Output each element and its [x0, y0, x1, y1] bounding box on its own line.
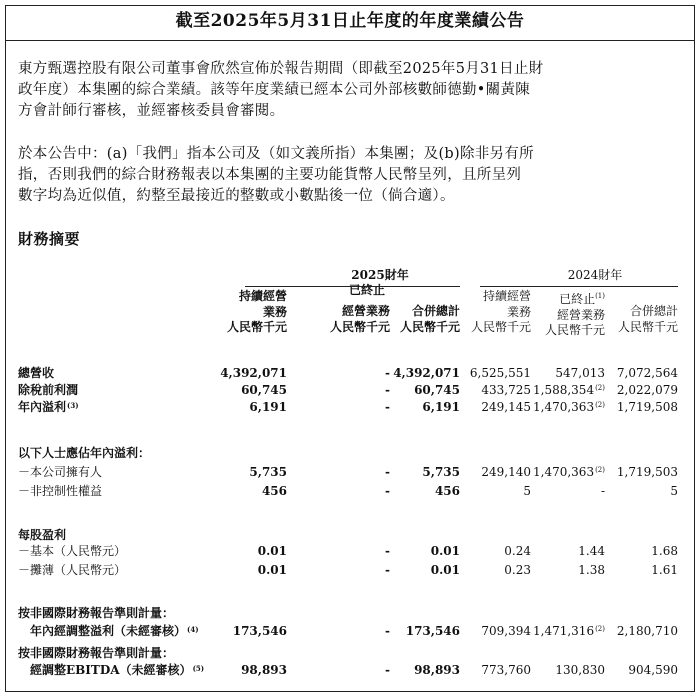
cell: 0.01: [257, 563, 287, 577]
cell: 709,394: [481, 624, 531, 638]
section-title: 財務摘要: [18, 230, 81, 248]
cell: -: [385, 663, 390, 677]
row-label: 經調整EBITDA（未經審核）$^{(5)}$: [30, 663, 205, 677]
eps-title: 每股盈利: [18, 528, 67, 542]
nonifrs-title: 按非國際財務報告準則計量：: [18, 606, 175, 620]
cell: -: [600, 484, 605, 498]
definitions-line: 於本公告中：(a)「我們」指本公司及（如文義所指）本集團；及(b)除非另有所: [18, 146, 534, 162]
cell: 4,392,071: [393, 366, 460, 380]
footnote-marker: (5): [192, 664, 205, 673]
col6-unit: 人民幣千元: [617, 319, 678, 334]
cell: 1,588,354$^{(2)}$: [533, 383, 605, 397]
footnote-marker: (3): [67, 401, 79, 410]
table-row-nci: [0, 484, 700, 499]
definitions-line: 數字均為近似值，約整至最接近的整數或小數點後一位（倘合適）。: [18, 188, 455, 204]
col2-line1: 已終止: [348, 283, 385, 297]
cell: 2,022,079: [616, 383, 678, 397]
nonifrs-title-2: 按非國際財務報告準則計量：: [18, 646, 175, 660]
footnote-marker: (2): [595, 384, 605, 392]
col3-unit: 人民幣千元: [399, 319, 460, 334]
cell: 5,735: [249, 465, 287, 479]
row-label: 除稅前利潤: [18, 383, 79, 397]
cell: 1,470,363$^{(2)}$: [533, 465, 605, 479]
group-underline-2024: [480, 286, 678, 287]
col1-header-line: 持續經營: [238, 289, 287, 303]
title-divider: [5, 40, 695, 41]
row-label: 年內經調整溢利（未經審核）$^{(4)}$: [30, 624, 199, 638]
cell: 0.01: [257, 544, 287, 558]
intro-paragraph: [18, 59, 684, 122]
cell: 0.01: [430, 563, 460, 577]
cell: -: [385, 383, 390, 397]
col5-footnote: (1): [595, 292, 605, 300]
row-label: －非控制性權益: [18, 484, 103, 498]
cell: 60,745: [241, 383, 287, 397]
table-row-pbt: [0, 383, 700, 398]
table-row-profit: [0, 400, 700, 415]
intro-line: 東方甄選控股有限公司董事會欣然宣佈於報告期間（即截至2025年5月31日止財: [18, 61, 544, 77]
cell: -: [385, 624, 390, 638]
table-row-eps-basic: [0, 544, 700, 559]
cell: -: [385, 563, 390, 577]
cell: 1.68: [651, 544, 678, 558]
cell: 433,725: [481, 383, 531, 397]
cell: 1.44: [578, 544, 605, 558]
col4-header-line: 業務: [506, 304, 531, 319]
cell: 2,180,710: [616, 624, 678, 638]
table-row-eps-diluted: [0, 563, 700, 578]
col5-header-line: 已終止$^{(1)}$: [559, 292, 605, 306]
col1-header-line: 業務: [262, 304, 287, 319]
col2-header-line: 經營業務: [341, 304, 390, 318]
cell: 7,072,564: [616, 366, 678, 380]
cell: 5: [670, 484, 678, 498]
cell: 0.01: [430, 544, 460, 558]
col5-header-line: 經營業務: [556, 307, 605, 322]
cell: 6,525,551: [469, 366, 531, 380]
cell: -: [385, 544, 390, 558]
cell: 904,590: [628, 663, 678, 677]
cell: -: [385, 400, 390, 414]
cell: 130,830: [555, 663, 605, 677]
cell: 98,893: [414, 663, 460, 677]
cell: -: [385, 465, 390, 479]
row-label: 年內溢利$^{(3)}$: [18, 400, 79, 414]
col1-header: [197, 289, 287, 336]
cell: 5,735: [422, 465, 460, 479]
cell: 98,893: [241, 663, 287, 677]
row-label: －本公司擁有人: [18, 465, 103, 479]
cell: 6,191: [249, 400, 287, 414]
row-label: －基本（人民幣元）: [18, 544, 127, 558]
col5-unit: 人民幣千元: [544, 323, 605, 337]
cell: 1.38: [578, 563, 605, 577]
footnote-marker: (4): [187, 625, 199, 634]
cell: 1,719,503: [616, 465, 678, 479]
col2-unit: 人民幣千元: [329, 319, 390, 334]
cell: 6,191: [422, 400, 460, 414]
col1-unit: 人民幣千元: [226, 320, 287, 334]
table-row-adj-ebitda: [0, 663, 700, 678]
page-title: 截至2025年5月31日止年度的年度業績公告: [175, 11, 525, 31]
intro-line: 方會計師行審核，並經審核委員會審閱。: [18, 103, 285, 119]
group-underline-2025: [245, 286, 460, 287]
cell: 456: [261, 484, 287, 498]
col6-header: [588, 304, 678, 335]
cell: 1.61: [651, 563, 678, 577]
table-row-revenue: [0, 366, 700, 381]
cell: 1,719,508: [616, 400, 678, 414]
cell: 173,546: [405, 624, 460, 638]
group-header-2024: 2024財年: [567, 268, 623, 282]
col4-unit: 人民幣千元: [470, 320, 531, 334]
definitions-line: 指，否則我們的綜合財務報表以本集團的主要功能貨幣人民幣呈列，且所呈列: [18, 167, 522, 183]
col6-header-line: 合併總計: [629, 304, 678, 318]
cell: 5: [523, 484, 531, 498]
cell: 249,145: [481, 400, 531, 414]
cell: 0.24: [504, 544, 531, 558]
cell: 1,470,363$^{(2)}$: [533, 400, 605, 414]
definitions-paragraph: [18, 144, 684, 207]
intro-line: 政年度）本集團的綜合業績。該等年度業績已經本公司外部核數師德勤•關黃陳: [18, 82, 531, 98]
footnote-marker: (2): [595, 625, 605, 633]
row-label: －攤薄（人民幣元）: [18, 563, 127, 577]
cell: 547,013: [555, 366, 605, 380]
row-label: 總營收: [18, 366, 55, 380]
cell: 0.23: [504, 563, 531, 577]
cell: -: [385, 484, 390, 498]
cell: 249,140: [481, 465, 531, 479]
cell: 456: [434, 484, 460, 498]
footnote-marker: (2): [595, 401, 605, 409]
cell: 60,745: [414, 383, 460, 397]
table-row-owners: [0, 465, 700, 480]
col4-header-line: 持續經營: [482, 289, 531, 303]
table-row-adj-profit: [0, 624, 700, 639]
cell: 773,760: [481, 663, 531, 677]
group-header-2025: 2025財年: [351, 268, 409, 282]
cell: -: [385, 366, 390, 380]
attrib-title: 以下人士應佔年內溢利：: [18, 446, 151, 460]
cell: 4,392,071: [220, 366, 287, 380]
cell: 173,546: [232, 624, 287, 638]
footnote-marker: (2): [595, 466, 605, 474]
cell: 1,471,316$^{(2)}$: [533, 624, 605, 638]
col3-header-line: 合併總計: [411, 304, 460, 318]
